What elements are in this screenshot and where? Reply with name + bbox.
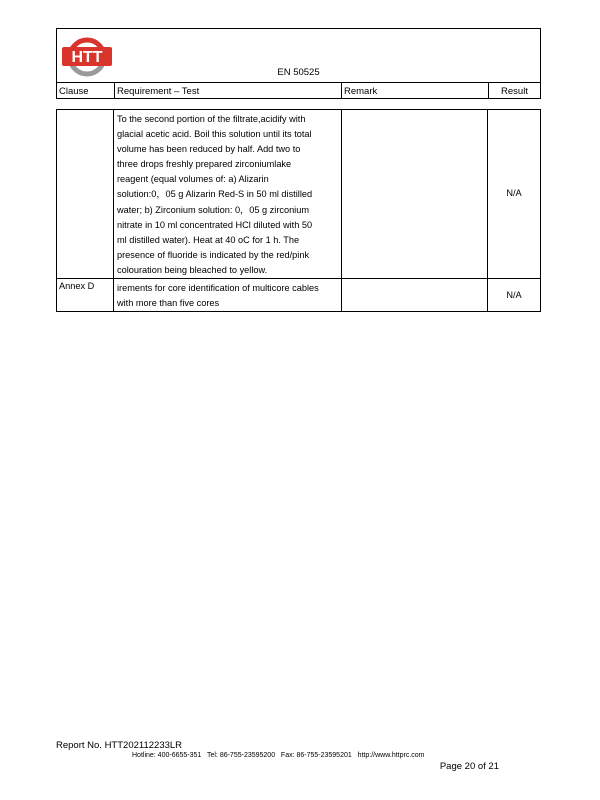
requirement-line: reagent (equal volumes of: a) Alizarin	[117, 174, 269, 185]
table-row	[57, 110, 541, 279]
requirement-line: glacial acetic acid. Boil this solution until its total	[117, 129, 312, 140]
standard-title: EN 50525	[277, 67, 320, 78]
clause-cell: Annex D	[57, 279, 114, 312]
requirement-line: volume has been reduced by half. Add two to	[117, 144, 301, 155]
requirement-line: nitrate in 10 ml concentrated HCl diluted with 50	[117, 219, 313, 230]
result-cell: N/A	[488, 279, 541, 312]
column-remark: Remark	[342, 83, 489, 98]
table-row	[57, 279, 541, 312]
requirement-line: with more than five cores	[117, 298, 220, 309]
column-header-row	[56, 82, 541, 99]
requirement-line: solution:0，05 g Alizarin Red-S in 50 ml distilled	[117, 189, 313, 200]
requirements-table	[56, 109, 541, 312]
column-clause: Clause	[57, 83, 115, 98]
report-number: Report No. HTT202112233LR	[56, 740, 183, 751]
requirement-line: water; b) Zirconium solution: 0，05 g zirconium	[117, 204, 309, 215]
requirement-line: three drops freshly prepared zirconiumlake	[117, 159, 292, 170]
column-requirement: Requirement – Test	[115, 83, 342, 98]
remark-cell	[342, 110, 488, 279]
clause-cell	[57, 110, 114, 279]
requirement-line: colouration being bleached to yellow.	[117, 264, 268, 275]
requirement-line: irements for core identification of multicore cables	[117, 283, 319, 294]
report-header	[56, 28, 541, 83]
page-number: Page 20 of 21	[439, 761, 499, 772]
remark-cell	[342, 279, 488, 312]
requirement-line: presence of fluoride is indicated by the red/pink	[117, 249, 310, 260]
requirement-line: To the second portion of the filtrate,acidify with	[117, 114, 306, 124]
result-cell: N/A	[488, 110, 541, 279]
logo-text: HTT	[71, 49, 103, 66]
requirement-cell	[114, 110, 342, 279]
column-result: Result	[501, 86, 528, 97]
requirement-line: ml distilled water). Heat at 40 oC for 1 h. The	[117, 234, 300, 245]
contact-line: Hotline: 400-6655-351 Tel: 86-755-23595200 Fax: 86-755-23595201 http://www.httprc.com	[132, 752, 425, 759]
requirement-cell	[114, 279, 342, 312]
